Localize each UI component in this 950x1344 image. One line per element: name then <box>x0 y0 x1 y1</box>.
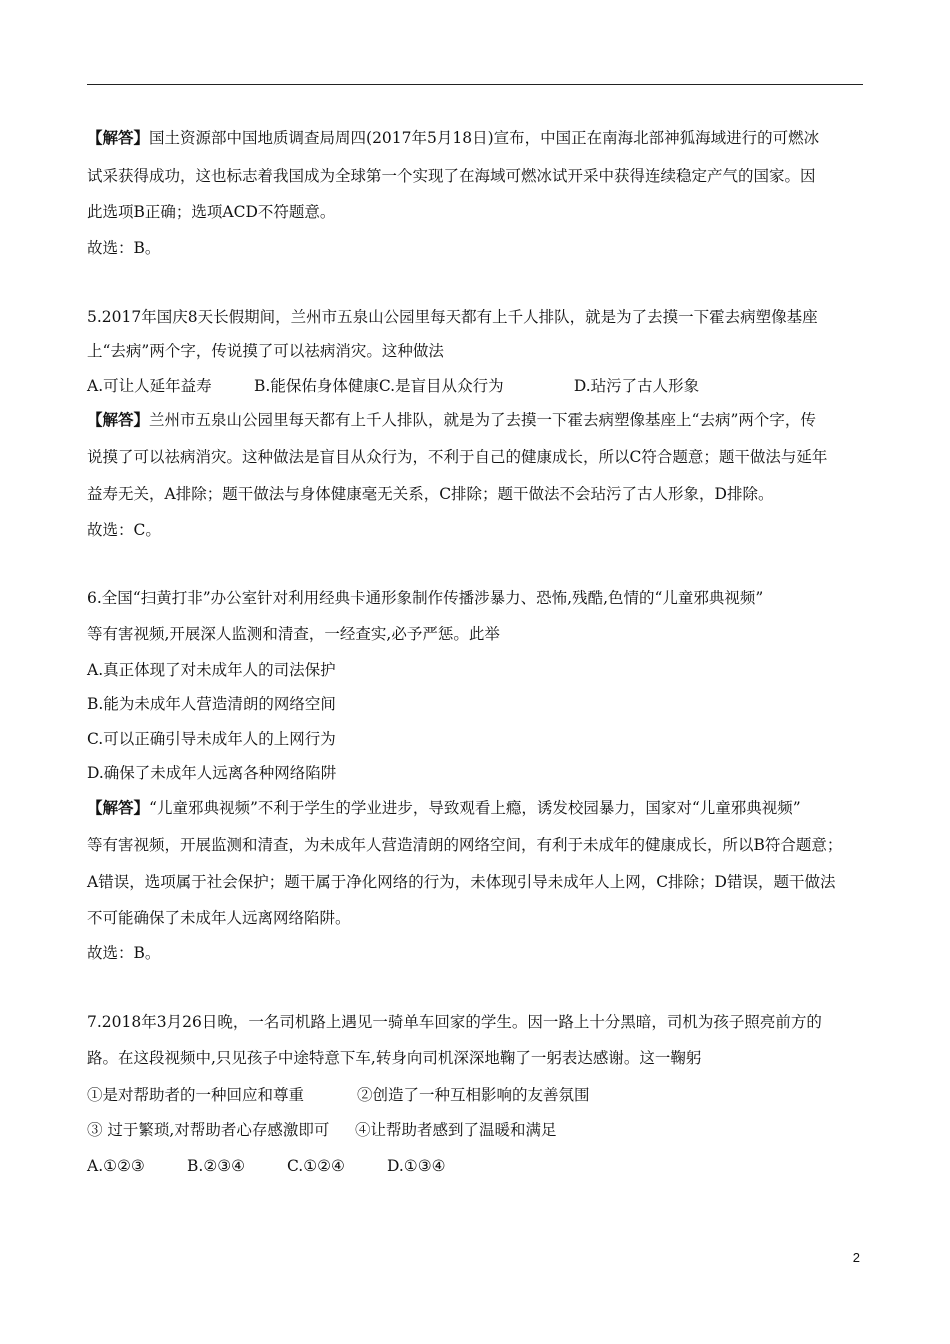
option-d: D.①③④ <box>387 1157 446 1175</box>
answer-line: 等有害视频，开展监测和清查，为未成年人营造清朗的网络空间，有利于未成年的健康成长，所以B符合题意； <box>87 836 843 854</box>
answer-line: 【解答】兰州市五泉山公园里每天都有上千人排队，就是为了去摸一下霍去病塑像基座上“去病”两个字，传 <box>87 410 816 429</box>
question-7-stem: 7.2018年3月26日晚，一名司机路上遇见一骑单车回家的学生。因一路上十分黑暗，司机为孩子照亮前方的 <box>87 1013 822 1031</box>
option-b: B.②③④ <box>187 1157 246 1175</box>
question-5-options <box>87 376 699 396</box>
answer-label: 【解答】 <box>87 410 150 429</box>
option-c: C.可以正确引导未成年人的上网行为 <box>87 730 336 748</box>
answer-line: 此选项B正确；选项ACD不符题意。 <box>87 203 336 221</box>
answer-line: 说摸了可以祛病消灾。这种做法是盲目从众行为，不利于自己的健康成长，所以C符合题意；题干做法与延年 <box>87 448 828 466</box>
answer-label: 【解答】 <box>87 128 150 147</box>
option-b: B.能为未成年人营造清朗的网络空间 <box>87 695 336 713</box>
answer-line: 【解答】“儿童邪典视频”不利于学生的学业进步，导致观看上瘾，诱发校园暴力，国家对“儿童邪典视频” <box>87 798 801 817</box>
option-a: A.真正体现了对未成年人的司法保护 <box>87 661 336 679</box>
answer-choice: 故选：B。 <box>87 944 161 962</box>
option-a: A.①②③ <box>87 1157 145 1175</box>
answer-line: 【解答】国土资源部中国地质调查局周四(2017年5月18日)宣布，中国正在南海北部神狐海域进行的可燃冰 <box>87 128 820 147</box>
question-7-stem: 路。在这段视频中,只见孩子中途特意下车,转身向司机深深地鞠了一躬表达感谢。这一鞠躬 <box>87 1049 702 1067</box>
option-a: A.可让人延年益寿 <box>87 377 212 395</box>
option-b: B.能保佑身体健康 <box>254 377 379 395</box>
header-rule <box>87 84 863 85</box>
answer-choice: 故选：B。 <box>87 239 161 257</box>
question-6-stem: 6.全国“扫黄打非”办公室针对利用经典卡通形象制作传播涉暴力、恐怖,残酷,色情的“儿童邪典视频” <box>87 589 764 607</box>
answer-line: 不可能确保了未成年人远离网络陷阱。 <box>87 909 351 927</box>
answer-label: 【解答】 <box>87 798 150 817</box>
answer-line: 试采获得成功，这也标志着我国成为全球第一个实现了在海域可燃冰试开采中获得连续稳定产气的国家。因 <box>87 167 816 185</box>
answer-choice: 故选：C。 <box>87 521 161 539</box>
option-d: D.玷污了古人形象 <box>573 377 700 395</box>
question-5-stem: 上“去病”两个字，传说摸了可以祛病消灾。这种做法 <box>87 342 444 360</box>
item-1: ①是对帮助者的一种回应和尊重 <box>87 1086 305 1104</box>
option-c: C.①②④ <box>287 1157 345 1175</box>
answer-line: A错误，选项属于社会保护；题干属于净化网络的行为，未体现引导未成年人上网，C排除；D错误，题干做法 <box>87 873 836 891</box>
page-number: 2 <box>852 1250 860 1265</box>
question-6-stem: 等有害视频,开展深人监测和清查，一经查实,必予严惩。此举 <box>87 625 500 643</box>
item-2: ②创造了一种互相影响的友善氛围 <box>357 1086 590 1104</box>
question-7-items <box>87 1120 557 1140</box>
option-c: C.是盲目从众行为 <box>378 377 504 395</box>
item-3: ③ 过于繁琐,对帮助者心存感激即可 <box>87 1121 330 1139</box>
question-7-options <box>87 1156 446 1176</box>
question-7-items <box>87 1085 590 1105</box>
question-5-stem: 5.2017年国庆8天长假期间，兰州市五泉山公园里每天都有上千人排队，就是为了去摸一下霍去病塑像基座 <box>87 308 818 326</box>
answer-line: 益寿无关，A排除；题干做法与身体健康毫无关系，C排除；题干做法不会玷污了古人形象，D排除。 <box>87 485 774 503</box>
option-d: D.确保了未成年人远离各种网络陷阱 <box>87 764 337 782</box>
item-4: ④让帮助者感到了温暖和满足 <box>355 1121 557 1139</box>
